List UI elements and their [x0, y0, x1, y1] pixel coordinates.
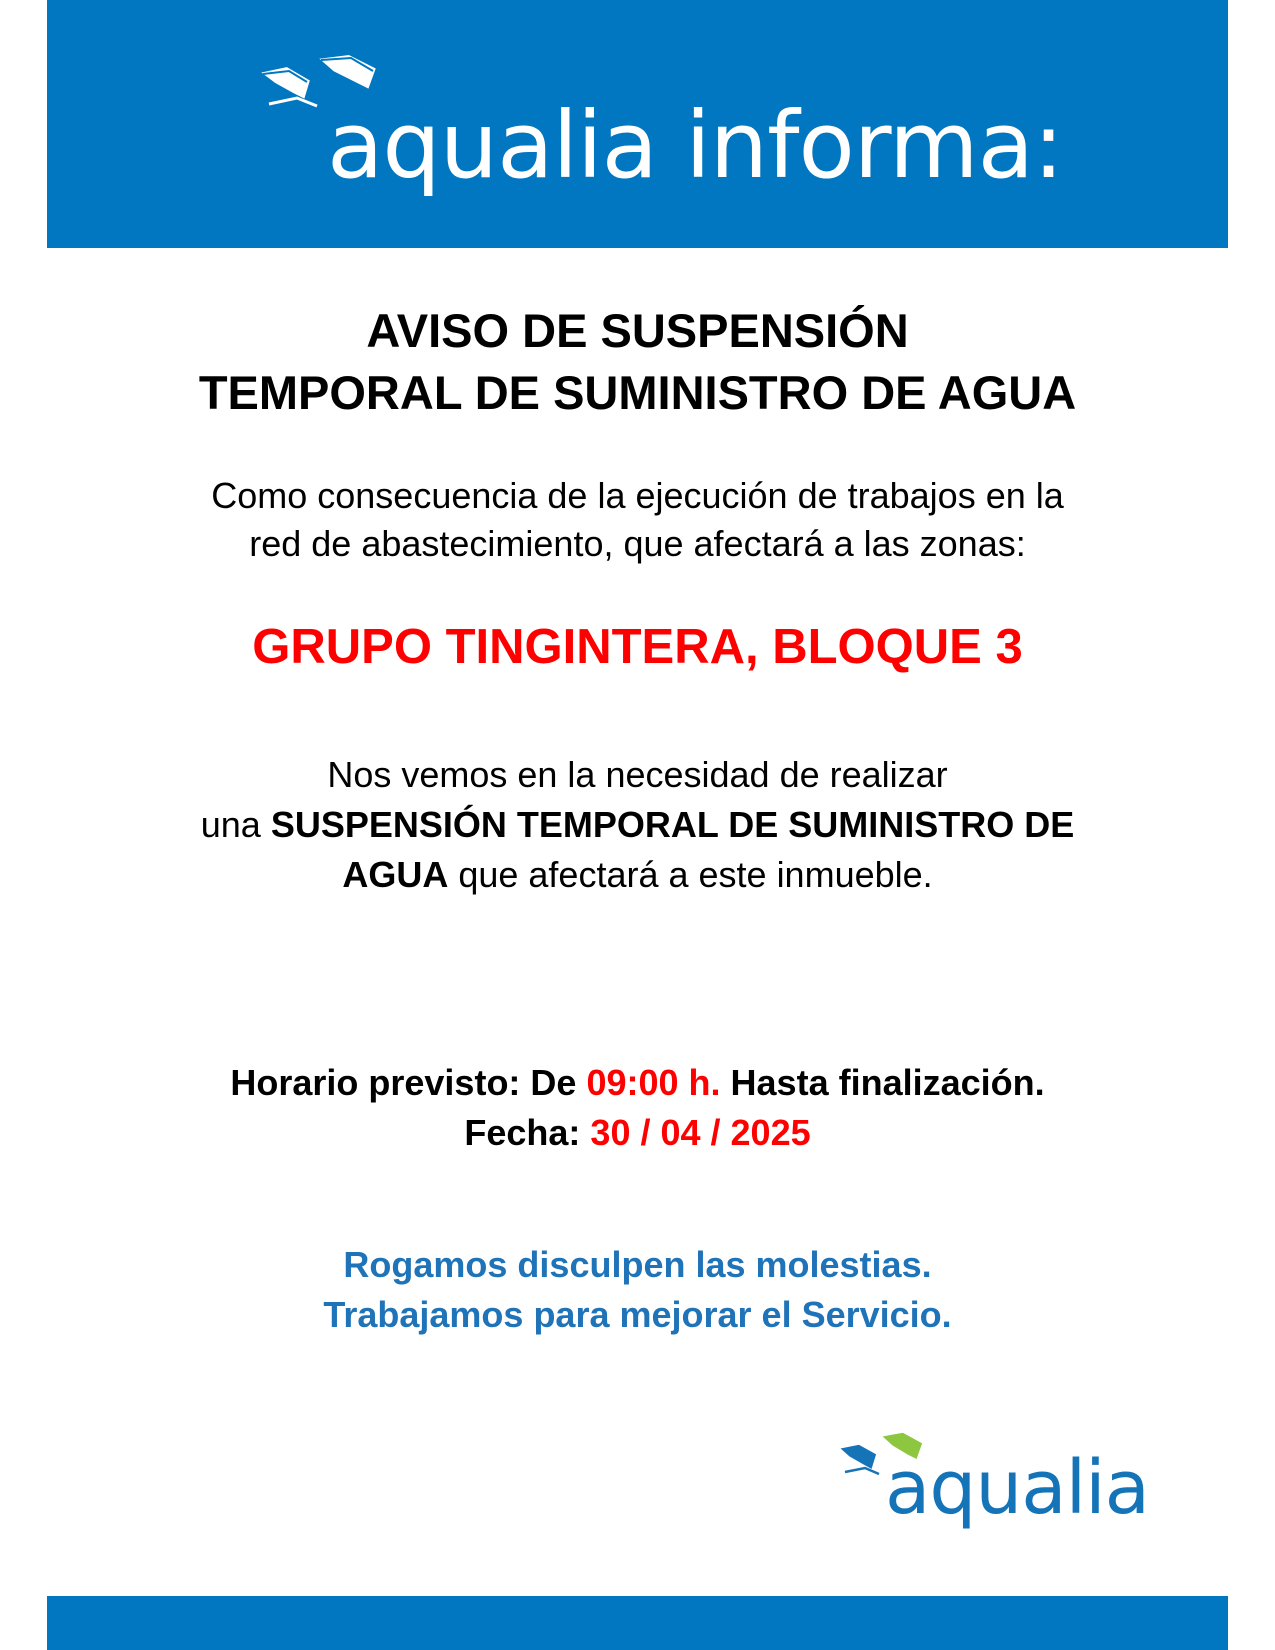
- hours-label: Horario previsto: De: [230, 1062, 587, 1103]
- body-line2-prefix: una: [200, 804, 271, 845]
- closing-line2: Trabajamos para mejorar el Servicio.: [323, 1294, 952, 1335]
- notice-title-line2: TEMPORAL DE SUMINISTRO DE AGUA: [198, 366, 1077, 419]
- notice-title-line1: AVISO DE SUSPENSIÓN: [366, 304, 909, 357]
- body-line2: [0, 800, 1275, 850]
- banner-title: aqualia informa:: [327, 92, 1063, 199]
- footer-brand-logo: aqualia: [885, 1445, 1150, 1531]
- body-line3: [0, 850, 1275, 900]
- footer-bar: [47, 1596, 1228, 1650]
- intro-line1: Como consecuencia de la ejecución de trabajos en la: [211, 475, 1064, 516]
- intro-line2: red de abastecimiento, que afectará a las zonas:: [249, 523, 1026, 564]
- closing-message: [0, 1240, 1275, 1340]
- schedule-date: [0, 1108, 1275, 1158]
- body-line2-bold: SUSPENSIÓN TEMPORAL DE SUMINISTRO DE: [270, 804, 1075, 845]
- affected-zone: GRUPO TINGINTERA, BLOQUE 3: [252, 620, 1023, 674]
- notice-intro: [0, 472, 1275, 568]
- body-line3-bold: AGUA: [342, 854, 449, 895]
- closing-line1: Rogamos disculpen las molestias.: [343, 1244, 932, 1285]
- schedule-block: [0, 1058, 1275, 1158]
- date-label: Fecha:: [464, 1112, 591, 1153]
- end-text: Hasta finalización.: [720, 1062, 1045, 1103]
- body-line1: Nos vemos en la necesidad de realizar: [327, 754, 948, 795]
- header-banner: [47, 0, 1228, 248]
- body-line3-suffix: que afectará a este inmueble.: [448, 854, 933, 895]
- notice-body: [0, 750, 1275, 900]
- schedule-hours: [0, 1058, 1275, 1108]
- notice-title: [0, 300, 1275, 424]
- date-value: 30 / 04 / 2025: [590, 1112, 811, 1153]
- start-time: 09:00 h.: [586, 1062, 721, 1103]
